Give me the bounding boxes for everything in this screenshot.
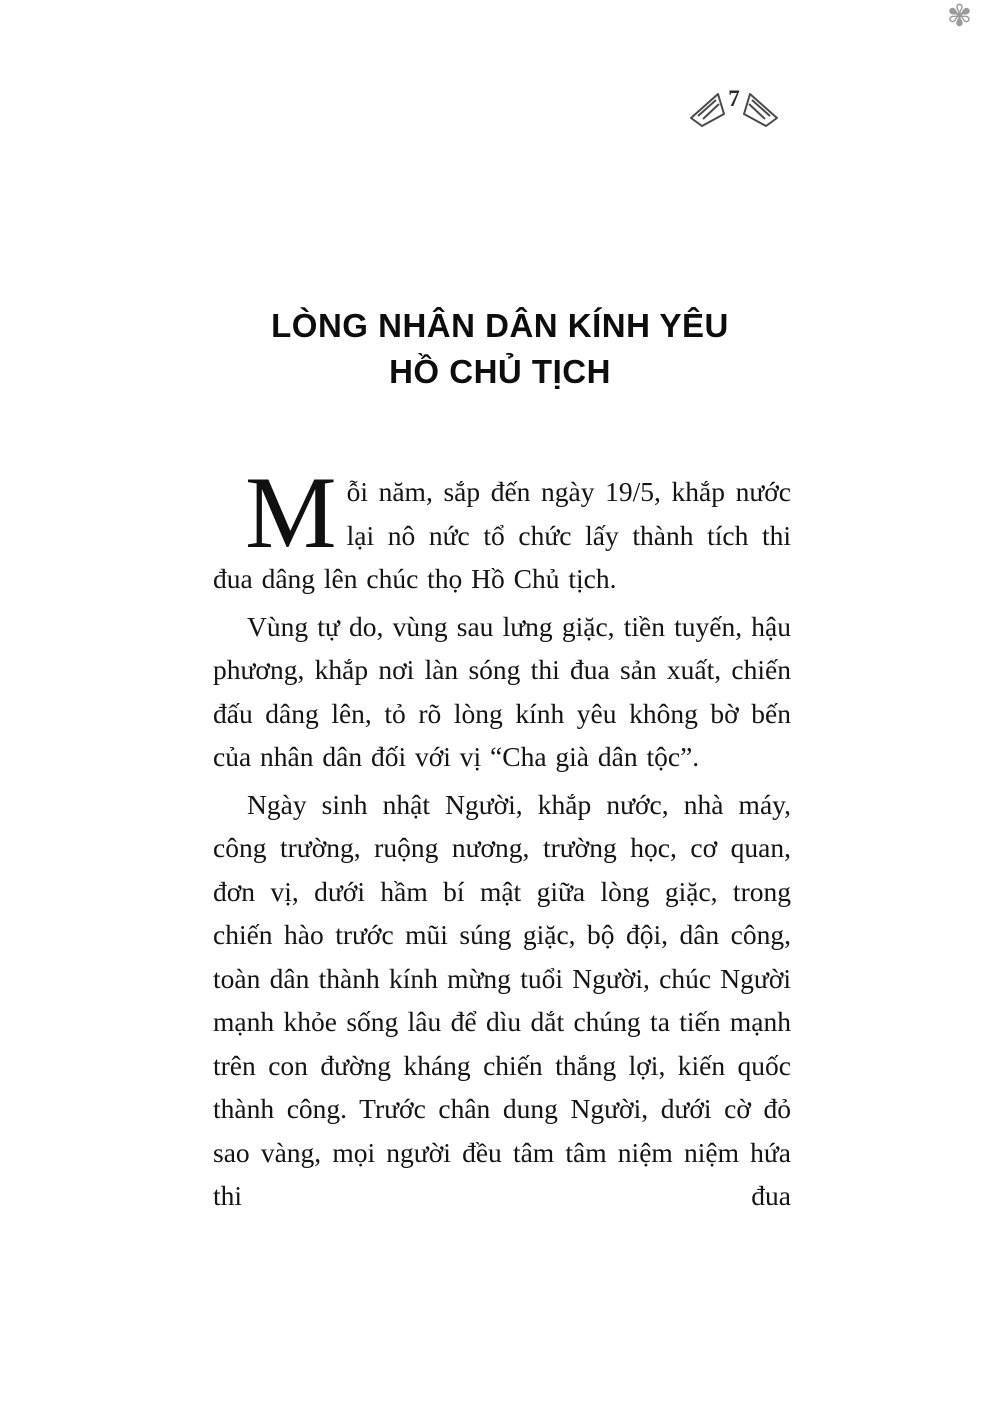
page-number-marker — [688, 80, 780, 132]
paragraph-2-text: Vùng tự do, vùng sau lưng giặc, tiền tuyến, hậu phương, khắp nơi làn sóng thi đua sản xuất, chiến đấu dâng lên, tỏ rõ lòng kính yêu không bờ bến của nhân dân đối với vị “Cha già dân tộc”. — [213, 610, 791, 772]
chapter-title-line1: LÒNG NHÂN DÂN KÍNH YÊU — [271, 307, 729, 344]
paragraph-1-text: ỗi năm, sắp đến ngày 19/5, khắp nước lại nô nức tổ chức lấy thành tích thi đua dâng lên chúc thọ Hồ Chủ tịch. — [213, 476, 791, 594]
body-text-column — [213, 456, 791, 1218]
paragraph-3 — [213, 783, 791, 1218]
flower-ornament-icon: ✾ — [946, 0, 972, 34]
dropcap-letter: M — [245, 456, 337, 570]
paragraph-3-text: Ngày sinh nhật Người, khắp nước, nhà máy, công trường, ruộng nương, trường học, cơ quan, đơn vị, dưới hầm bí mật giữa lòng giặc, trong chiến hào trước mũi súng giặc, bộ đội, dân công, toàn dân thành kính mừng tuổi Người, chúc Người mạnh khỏe sống lâu để dìu dắt chúng ta tiến mạnh trên con đường kháng chiến thắng lợi, kiến quốc thành công. Trước chân dung Người, dưới cờ đỏ sao vàng, mọi người đều tâm tâm niệm niệm hứa thi đua — [213, 788, 791, 1211]
chapter-title-line2: HỒ CHỦ TỊCH — [389, 353, 611, 390]
paragraph-1 — [213, 456, 791, 601]
page-number: 7 — [728, 86, 740, 111]
paragraph-2 — [213, 605, 791, 779]
chapter-title — [0, 303, 1000, 395]
